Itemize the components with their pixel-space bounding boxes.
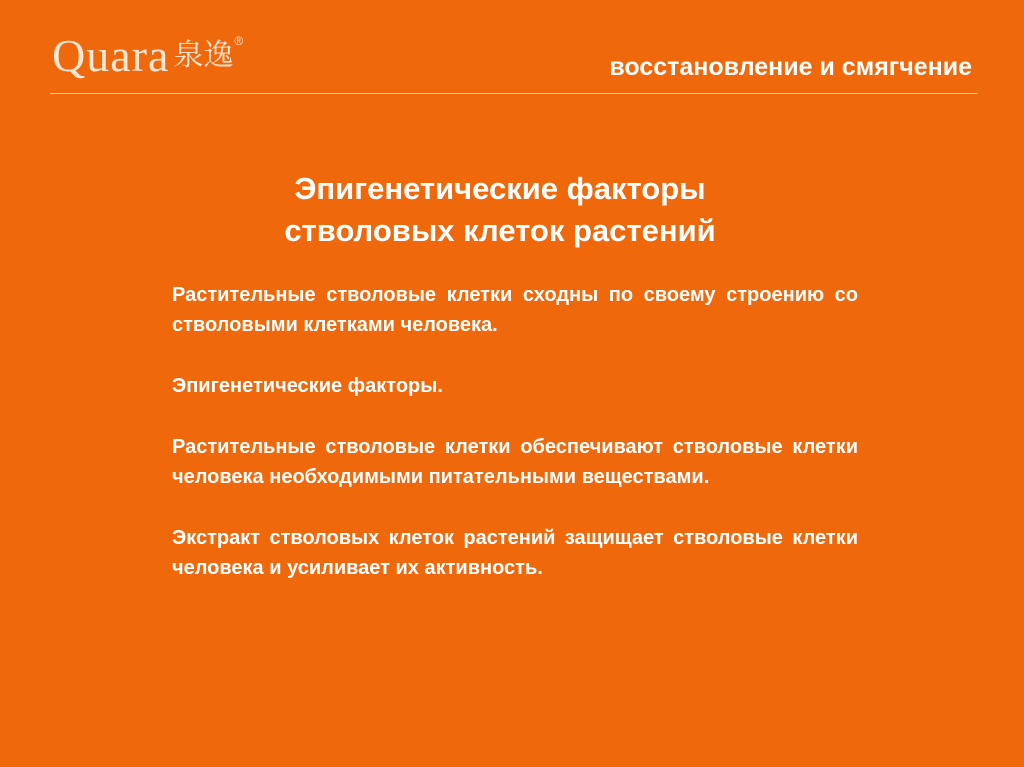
paragraph-3: Растительные стволовые клетки обеспечивают стволовые клетки человека необходимыми питательными веществами. — [172, 436, 858, 488]
header-subtitle: восстановление и смягчение — [609, 53, 972, 81]
slide-title-line-2: стволовых клеток растений — [284, 213, 716, 248]
registered-mark: ® — [234, 34, 244, 48]
header-divider — [50, 93, 978, 94]
paragraph-1: Растительные стволовые клетки сходны по своему строению со стволовыми клетками человека. — [172, 284, 858, 336]
slide-title-line-1: Эпигенетические факторы — [294, 171, 706, 206]
paragraph-4: Экстракт стволовых клеток растений защищает стволовые клетки человека и усиливает их активность. — [172, 527, 858, 579]
paragraph-2: Эпигенетические факторы. — [172, 375, 443, 397]
logo-cjk-text: 泉逸 — [173, 38, 234, 73]
logo-latin-text: Quara — [52, 30, 170, 81]
slide-body — [172, 280, 858, 614]
brand-logo — [52, 30, 243, 82]
slide-title — [180, 168, 820, 252]
